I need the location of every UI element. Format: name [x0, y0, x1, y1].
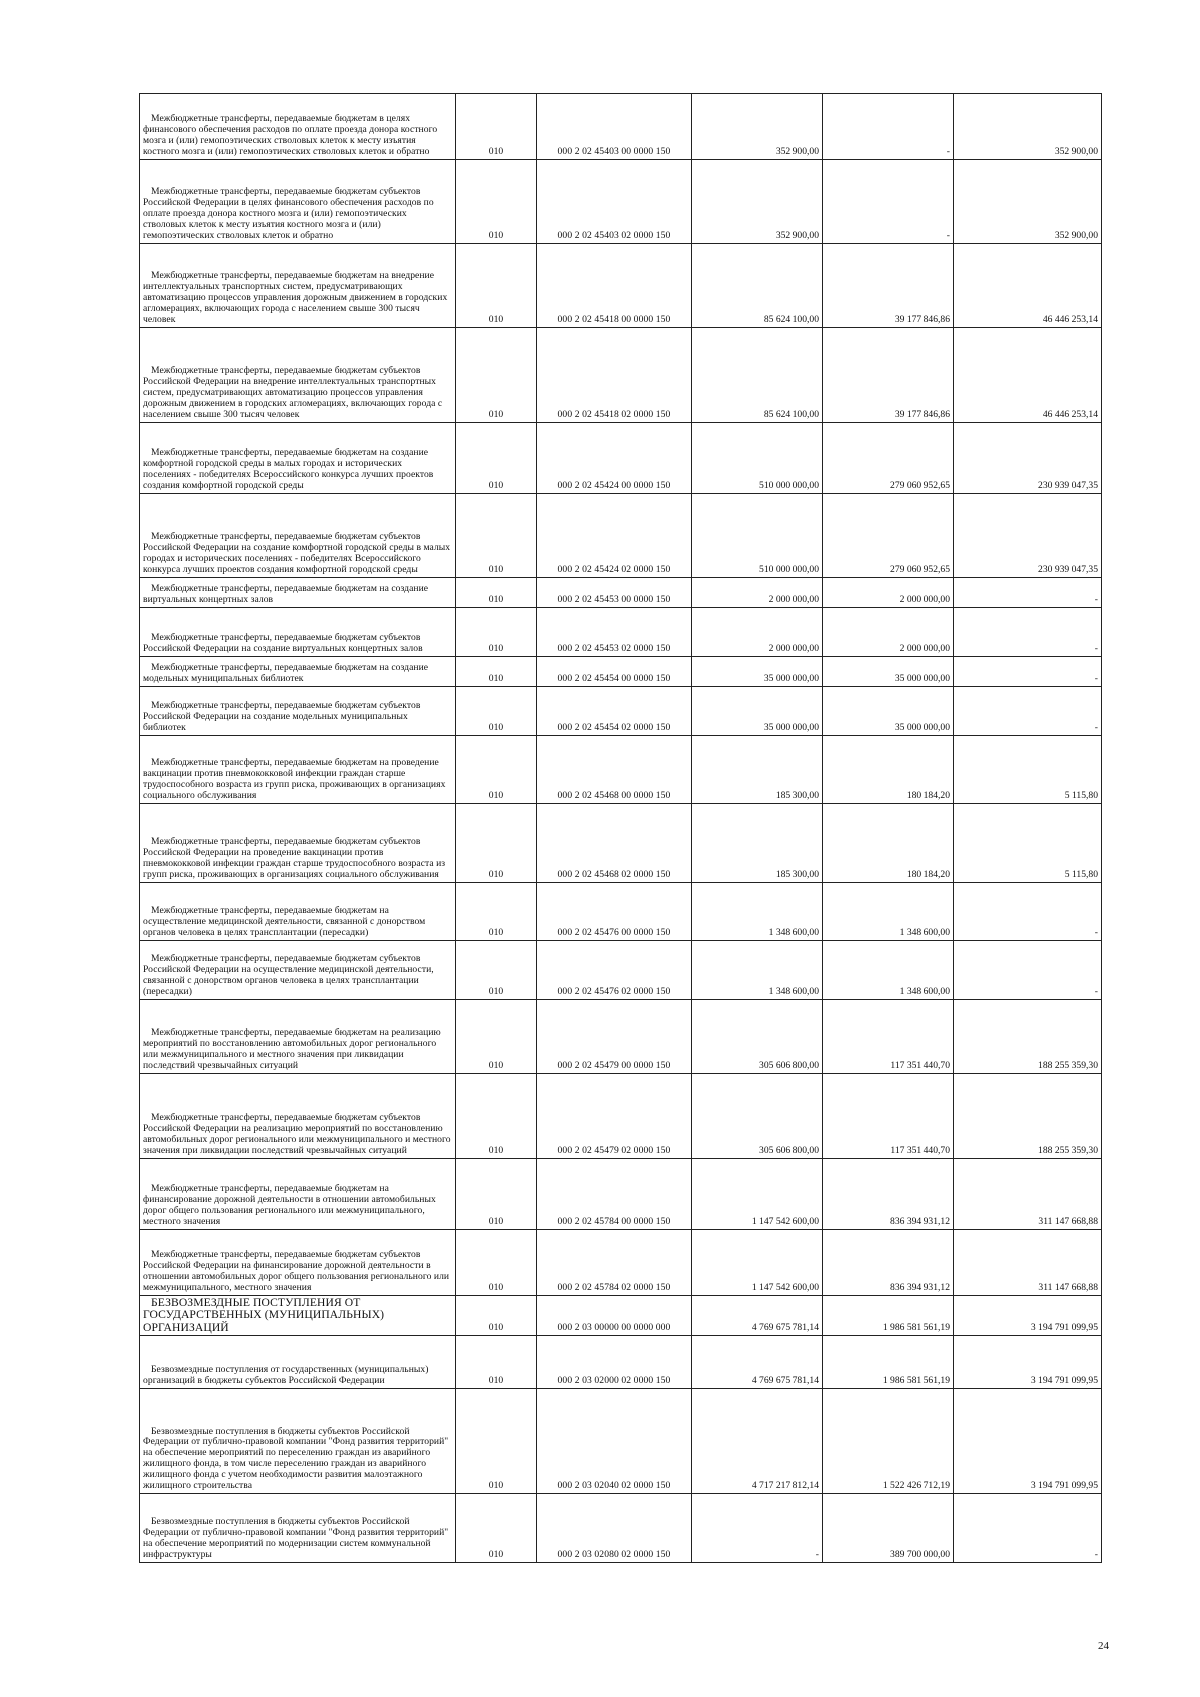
row-unexecuted-amount: 188 255 359,30 [954, 1074, 1102, 1159]
row-executed-amount: 117 351 440,70 [823, 1000, 954, 1074]
row-approved-amount: 85 624 100,00 [692, 328, 823, 423]
row-unexecuted-amount: - [954, 578, 1102, 608]
row-budget-code: 000 2 02 45418 00 0000 150 [537, 244, 692, 328]
table-row [140, 1230, 1102, 1296]
table-row [140, 941, 1102, 1000]
row-budget-code: 000 2 02 45468 00 0000 150 [537, 736, 692, 804]
row-admin-code: 010 [456, 160, 537, 244]
row-unexecuted-amount: - [954, 608, 1102, 657]
row-approved-amount: 35 000 000,00 [692, 687, 823, 736]
row-executed-amount: 836 394 931,12 [823, 1159, 954, 1230]
table-row [140, 328, 1102, 423]
row-unexecuted-amount: 46 446 253,14 [954, 244, 1102, 328]
row-budget-code: 000 2 02 45453 00 0000 150 [537, 578, 692, 608]
row-executed-amount: 836 394 931,12 [823, 1230, 954, 1296]
table-row [140, 423, 1102, 494]
row-unexecuted-amount: - [954, 883, 1102, 941]
row-executed-amount: 180 184,20 [823, 736, 954, 804]
row-unexecuted-amount: 352 900,00 [954, 160, 1102, 244]
row-name: Межбюджетные трансферты, передаваемые бюджетам субъектов Российской Федерации на финансирование дорожной деятельности в отношении автомобильных дорог общего пользования регионального или межмуниципального, местного значения [140, 1230, 456, 1296]
row-name: Безвозмездные поступления в бюджеты субъектов Российской Федерации от публично-правовой компании "Фонд развития территорий" на обеспечение мероприятий по переселению граждан из аварийного жилищного фонда, в том числе переселению граждан из аварийного жилищного фонда с учетом необходимости развития малоэтажного жилищного строительства [140, 1389, 456, 1494]
row-budget-code: 000 2 02 45454 02 0000 150 [537, 687, 692, 736]
table-row [140, 1000, 1102, 1074]
row-executed-amount: 389 700 000,00 [823, 1494, 954, 1563]
row-budget-code: 000 2 02 45453 02 0000 150 [537, 608, 692, 657]
row-budget-code: 000 2 03 00000 00 0000 000 [537, 1296, 692, 1336]
row-executed-amount: 1 986 581 561,19 [823, 1296, 954, 1336]
row-admin-code: 010 [456, 883, 537, 941]
row-executed-amount: 39 177 846,86 [823, 328, 954, 423]
table-row [140, 1336, 1102, 1389]
row-unexecuted-amount: 311 147 668,88 [954, 1230, 1102, 1296]
row-executed-amount: 180 184,20 [823, 804, 954, 883]
row-approved-amount: 510 000 000,00 [692, 494, 823, 578]
row-approved-amount: 1 348 600,00 [692, 883, 823, 941]
row-budget-code: 000 2 02 45479 02 0000 150 [537, 1074, 692, 1159]
row-admin-code: 010 [456, 1336, 537, 1389]
row-approved-amount: 185 300,00 [692, 804, 823, 883]
row-approved-amount: 1 147 542 600,00 [692, 1230, 823, 1296]
row-name: Межбюджетные трансферты, передаваемые бюджетам субъектов Российской Федерации на создание комфортной городской среды в малых городах и исторических поселениях - победителях Всероссийского конкурса лучших проектов создания комфортной городской среды [140, 494, 456, 578]
row-budget-code: 000 2 03 02040 02 0000 150 [537, 1389, 692, 1494]
row-name: Межбюджетные трансферты, передаваемые бюджетам субъектов Российской Федерации на создание виртуальных концертных залов [140, 608, 456, 657]
row-name: Межбюджетные трансферты, передаваемые бюджетам субъектов Российской Федерации на осуществление медицинской деятельности, связанной с донорством органов человека в целях трансплантации (пересадки) [140, 941, 456, 1000]
row-admin-code: 010 [456, 1296, 537, 1336]
row-approved-amount: - [692, 1494, 823, 1563]
row-admin-code: 010 [456, 578, 537, 608]
row-unexecuted-amount: - [954, 1494, 1102, 1563]
row-executed-amount: 1 348 600,00 [823, 941, 954, 1000]
row-approved-amount: 2 000 000,00 [692, 608, 823, 657]
row-name: БЕЗВОЗМЕЗДНЫЕ ПОСТУПЛЕНИЯ ОТ ГОСУДАРСТВЕННЫХ (МУНИЦИПАЛЬНЫХ) ОРГАНИЗАЦИЙ [140, 1296, 456, 1336]
row-unexecuted-amount: 3 194 791 099,95 [954, 1389, 1102, 1494]
row-name: Межбюджетные трансферты, передаваемые бюджетам в целях финансового обеспечения расходов по оплате проезда донора костного мозга и (или) гемопоэтических стволовых клеток к месту изъятия костного мозга и (или) гемопоэтических стволовых клеток и обратно [140, 94, 456, 160]
row-name: Межбюджетные трансферты, передаваемые бюджетам субъектов Российской Федерации на реализацию мероприятий по восстановлению автомобильных дорог регионального или межмуниципального и местного значения при ликвидации последствий чрезвычайных ситуаций [140, 1074, 456, 1159]
table-row [140, 1159, 1102, 1230]
budget-execution-table [139, 93, 1102, 1563]
row-name: Межбюджетные трансферты, передаваемые бюджетам на реализацию мероприятий по восстановлению автомобильных дорог регионального или межмуниципального и местного значения при ликвидации последствий чрезвычайных ситуаций [140, 1000, 456, 1074]
row-admin-code: 010 [456, 608, 537, 657]
table-row [140, 804, 1102, 883]
row-admin-code: 010 [456, 244, 537, 328]
row-unexecuted-amount: - [954, 657, 1102, 687]
row-name: Межбюджетные трансферты, передаваемые бюджетам на осуществление медицинской деятельности, связанной с донорством органов человека в целях трансплантации (пересадки) [140, 883, 456, 941]
row-name: Безвозмездные поступления от государственных (муниципальных) организаций в бюджеты субъектов Российской Федерации [140, 1336, 456, 1389]
row-approved-amount: 1 348 600,00 [692, 941, 823, 1000]
row-unexecuted-amount: 5 115,80 [954, 804, 1102, 883]
row-approved-amount: 4 769 675 781,14 [692, 1296, 823, 1336]
row-name: Межбюджетные трансферты, передаваемые бюджетам на внедрение интеллектуальных транспортных систем, предусматривающих автоматизацию процессов управления дорожным движением в городских агломерациях, включающих города с населением свыше 300 тысяч человек [140, 244, 456, 328]
row-unexecuted-amount: 3 194 791 099,95 [954, 1336, 1102, 1389]
row-budget-code: 000 2 02 45403 00 0000 150 [537, 94, 692, 160]
table-row [140, 160, 1102, 244]
table-row [140, 494, 1102, 578]
row-budget-code: 000 2 02 45403 02 0000 150 [537, 160, 692, 244]
table-row [140, 608, 1102, 657]
table-row [140, 883, 1102, 941]
row-admin-code: 010 [456, 804, 537, 883]
row-name: Межбюджетные трансферты, передаваемые бюджетам на создание комфортной городской среды в малых городах и исторических поселениях - победителях Всероссийского конкурса лучших проектов создания комфортной городской среды [140, 423, 456, 494]
row-approved-amount: 510 000 000,00 [692, 423, 823, 494]
row-unexecuted-amount: 3 194 791 099,95 [954, 1296, 1102, 1336]
table-row [140, 1074, 1102, 1159]
row-executed-amount: 117 351 440,70 [823, 1074, 954, 1159]
table-row [140, 1494, 1102, 1563]
row-admin-code: 010 [456, 941, 537, 1000]
row-unexecuted-amount: - [954, 687, 1102, 736]
row-budget-code: 000 2 03 02000 02 0000 150 [537, 1336, 692, 1389]
row-name: Межбюджетные трансферты, передаваемые бюджетам на создание модельных муниципальных библиотек [140, 657, 456, 687]
page-number: 24 [1098, 1640, 1109, 1652]
row-name: Межбюджетные трансферты, передаваемые бюджетам субъектов Российской Федерации на проведение вакцинации против пневмококковой инфекции граждан старше трудоспособного возраста из групп риска, проживающих в организациях социального обслуживания [140, 804, 456, 883]
row-admin-code: 010 [456, 1230, 537, 1296]
table-row [140, 1296, 1102, 1336]
row-executed-amount: - [823, 94, 954, 160]
row-unexecuted-amount: 5 115,80 [954, 736, 1102, 804]
row-executed-amount: 2 000 000,00 [823, 608, 954, 657]
row-unexecuted-amount: 352 900,00 [954, 94, 1102, 160]
row-approved-amount: 185 300,00 [692, 736, 823, 804]
row-approved-amount: 352 900,00 [692, 160, 823, 244]
row-approved-amount: 2 000 000,00 [692, 578, 823, 608]
row-executed-amount: - [823, 160, 954, 244]
row-unexecuted-amount: 230 939 047,35 [954, 494, 1102, 578]
row-executed-amount: 1 348 600,00 [823, 883, 954, 941]
row-approved-amount: 305 606 800,00 [692, 1000, 823, 1074]
row-approved-amount: 352 900,00 [692, 94, 823, 160]
table-row [140, 657, 1102, 687]
row-executed-amount: 35 000 000,00 [823, 657, 954, 687]
row-unexecuted-amount: 311 147 668,88 [954, 1159, 1102, 1230]
row-approved-amount: 35 000 000,00 [692, 657, 823, 687]
row-approved-amount: 305 606 800,00 [692, 1074, 823, 1159]
table-row [140, 1389, 1102, 1494]
row-executed-amount: 1 986 581 561,19 [823, 1336, 954, 1389]
row-admin-code: 010 [456, 1000, 537, 1074]
row-name: Межбюджетные трансферты, передаваемые бюджетам на создание виртуальных концертных залов [140, 578, 456, 608]
row-approved-amount: 4 769 675 781,14 [692, 1336, 823, 1389]
table-row [140, 736, 1102, 804]
row-executed-amount: 39 177 846,86 [823, 244, 954, 328]
table-row [140, 687, 1102, 736]
table-row [140, 94, 1102, 160]
row-name: Межбюджетные трансферты, передаваемые бюджетам субъектов Российской Федерации в целях финансового обеспечения расходов по оплате проезда донора костного мозга и (или) гемопоэтических стволовых клеток к месту изъятия костного мозга и (или) гемопоэтических стволовых клеток и обратно [140, 160, 456, 244]
row-name: Межбюджетные трансферты, передаваемые бюджетам на финансирование дорожной деятельности в отношении автомобильных дорог общего пользования регионального или межмуниципального, местного значения [140, 1159, 456, 1230]
row-executed-amount: 35 000 000,00 [823, 687, 954, 736]
row-budget-code: 000 2 03 02080 02 0000 150 [537, 1494, 692, 1563]
row-name: Межбюджетные трансферты, передаваемые бюджетам субъектов Российской Федерации на создание модельных муниципальных библиотек [140, 687, 456, 736]
row-admin-code: 010 [456, 657, 537, 687]
row-name: Межбюджетные трансферты, передаваемые бюджетам на проведение вакцинации против пневмококковой инфекции граждан старше трудоспособного возраста из групп риска, проживающих в организациях социального обслуживания [140, 736, 456, 804]
row-admin-code: 010 [456, 94, 537, 160]
row-admin-code: 010 [456, 687, 537, 736]
row-approved-amount: 4 717 217 812,14 [692, 1389, 823, 1494]
row-budget-code: 000 2 02 45784 02 0000 150 [537, 1230, 692, 1296]
row-admin-code: 010 [456, 1159, 537, 1230]
row-unexecuted-amount: 188 255 359,30 [954, 1000, 1102, 1074]
row-budget-code: 000 2 02 45468 02 0000 150 [537, 804, 692, 883]
row-unexecuted-amount: 46 446 253,14 [954, 328, 1102, 423]
row-admin-code: 010 [456, 1494, 537, 1563]
row-budget-code: 000 2 02 45424 02 0000 150 [537, 494, 692, 578]
row-executed-amount: 279 060 952,65 [823, 423, 954, 494]
row-unexecuted-amount: 230 939 047,35 [954, 423, 1102, 494]
row-admin-code: 010 [456, 494, 537, 578]
row-budget-code: 000 2 02 45454 00 0000 150 [537, 657, 692, 687]
row-name: Безвозмездные поступления в бюджеты субъектов Российской Федерации от публично-правовой компании "Фонд развития территорий" на обеспечение мероприятий по модернизации систем коммунальной инфраструктуры [140, 1494, 456, 1563]
row-budget-code: 000 2 02 45479 00 0000 150 [537, 1000, 692, 1074]
row-budget-code: 000 2 02 45476 02 0000 150 [537, 941, 692, 1000]
table-row [140, 244, 1102, 328]
row-unexecuted-amount: - [954, 941, 1102, 1000]
row-executed-amount: 2 000 000,00 [823, 578, 954, 608]
table-row [140, 578, 1102, 608]
row-approved-amount: 85 624 100,00 [692, 244, 823, 328]
row-executed-amount: 1 522 426 712,19 [823, 1389, 954, 1494]
row-budget-code: 000 2 02 45784 00 0000 150 [537, 1159, 692, 1230]
row-budget-code: 000 2 02 45418 02 0000 150 [537, 328, 692, 423]
row-admin-code: 010 [456, 1389, 537, 1494]
row-name: Межбюджетные трансферты, передаваемые бюджетам субъектов Российской Федерации на внедрение интеллектуальных транспортных систем, предусматривающих автоматизацию процессов управления дорожным движением в городских агломерациях, включающих города с населением свыше 300 тысяч человек [140, 328, 456, 423]
row-approved-amount: 1 147 542 600,00 [692, 1159, 823, 1230]
row-executed-amount: 279 060 952,65 [823, 494, 954, 578]
row-budget-code: 000 2 02 45424 00 0000 150 [537, 423, 692, 494]
row-admin-code: 010 [456, 1074, 537, 1159]
row-budget-code: 000 2 02 45476 00 0000 150 [537, 883, 692, 941]
row-admin-code: 010 [456, 423, 537, 494]
row-admin-code: 010 [456, 328, 537, 423]
table-body [140, 94, 1102, 1563]
row-admin-code: 010 [456, 736, 537, 804]
